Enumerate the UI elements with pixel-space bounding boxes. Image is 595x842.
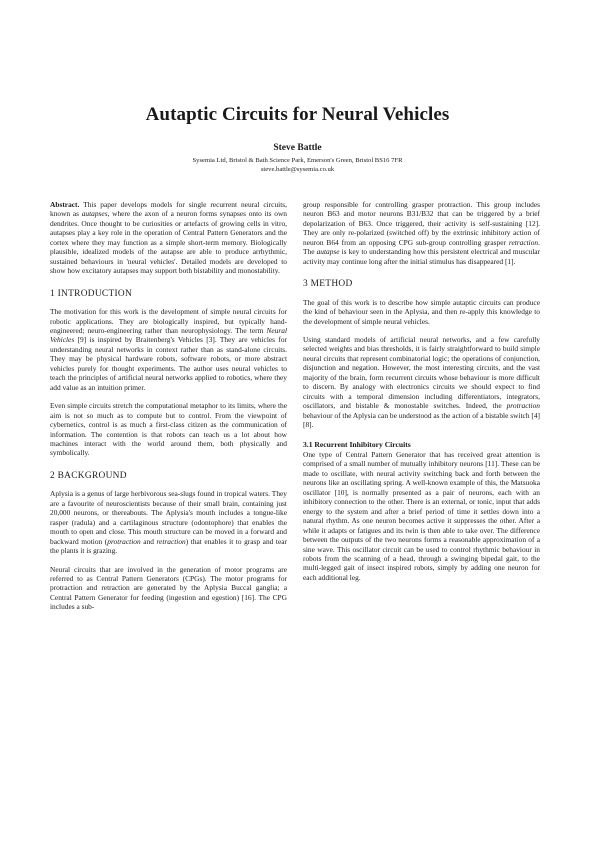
abstract-label: Abstract.	[50, 200, 80, 209]
method-paragraph-2: Using standard models of artificial neural networks, and a few carefully selected weights and bias thresholds, it is fairly straightforward to build simple neural circuits that represent combinatorial logic; the operations of conjunction, disjunction and negation. However, the most interesting circuits, and the vast majority of the brain, form recurrent circuits whose behaviour is more difficult to discern. By analogy with electronics circuits we should expect to find circuits with a temporal dimension including differentiators, integrators, oscillators, and bistable & monostable switches. Indeed, the protraction behaviour of the Aplysia can be understood as the action of a bistable switch [4][8].	[303, 334, 540, 430]
author-email: steve.battle@sysemia.co.uk	[260, 166, 335, 173]
author-name: Steve Battle	[273, 143, 322, 153]
section-heading-method: 3 METHOD	[303, 279, 353, 290]
background-paragraph-1: Aplysia is a genus of large herbivorous sea-slugs found in tropical waters. They are a favourite of neuroscientists because of their small brain, containing just 20,000 neurons, or thereabouts. The Aplysia's mouth includes a tongue-like rasper (radula) and a cartilaginous structure (odontophore) that enables the mouth to open and close. This mouth structure can be moved in a forward and backward motion (protraction and retraction) that enables it to grasp and tear the plants it is grazing.	[50, 489, 287, 556]
intro-paragraph-1: The motivation for this work is the development of simple neural circuits for robotic applications. They are biologically inspired, but typically hand-engineered; neuro-engineering rather than neurophysiology. The term Neural Vehicles [9] is inspired by Braitenberg's Vehicles [3]. They are vehicles for understanding neural networks in context rather than as stand-alone circuits. They may be physical hardware robots, software robots, or more abstract vehicles purely for thought experiments. The author uses neural vehicles to teach the principles of artificial neural networks applied to robotics, where they add value as an intuition primer.	[50, 307, 287, 392]
subsection-heading-recurrent-inhibitory: 3.1 Recurrent Inhibitory Circuits	[303, 439, 411, 449]
method-paragraph-1: The goal of this work is to describe how simple autaptic circuits can produce the kind of behaviour seen in the Aplysia, and then re-apply this knowledge to the development of simple neural vehicles.	[303, 297, 540, 326]
method-paragraph-3: One type of Central Pattern Generator that has received great attention is comprised of a small number of mutually inhibitory neurons [11]. These can be made to oscillate, with neural activity switching back and forth between the neurons like an oscillating spring. A well-known example of this, the Matsuoka oscillator [10], is normally presented as a pair of neurons, each with an inhibitory connection to the other. There is an external, or tonic, input that adds energy to the system and after a brief period of time it settles down into a natural rhythm. As one neuron becomes active it suppresses the other. After a while it adapts or fatigues and its twin is then able to take over. The difference between the outputs of the two neurons forms a reasonable approximation of a sine wave. This oscillator circuit can be used to control rhythmic behaviour in robots from the scanning of a head, through a swinging bipedal gait, to the multi-legged gait of insect inspired robots, simply by adding one neuron for each additional leg.	[303, 449, 540, 582]
background-paragraph-2: Neural circuits that are involved in the generation of motor programs are referred to as Central Pattern Generators (CPGs). The motor programs for protraction and retraction are generated by the Aplysia Buccal ganglia; a Central Pattern Generator for feeding (ingestion and egestion) [16]. The CPG includes a sub-	[50, 564, 287, 612]
author-affiliation-block	[0, 156, 595, 174]
affiliation: Sysemia Ltd, Bristol & Bath Science Park, Emerson's Green, Bristol BS16 7FR	[192, 157, 403, 164]
section-heading-introduction: 1 INTRODUCTION	[50, 288, 133, 299]
section-heading-background: 2 BACKGROUND	[50, 470, 127, 481]
background-paragraph-3: group responsible for controlling grasper protraction. This group includes neuron B63 and motor neurons B31/B32 that can be triggered by a brief depolarization of B63. Once triggered, their activity is self-sustaining [12]. They are only re-polarized (switched off) by the extrinsic inhibitory action of neuron B64 from an opposing CPG sub-group controlling grasper retraction. The autapse is key to understanding how this persistent electrical and muscular activity may continue long after the initial stimulus has disappeared [1].	[303, 200, 540, 266]
left-column	[50, 200, 287, 612]
abstract: Abstract. This paper develops models for single recurrent neural circuits, known as autapses, where the axon of a neuron forms synapses onto its own dendrites. Once thought to be curiosities or artefacts of growing cells in vitro, autapses play a key role in the operation of Central Pattern Generators and the cortex where they may function as a simple short-term memory. Biologically plausible, idealized models of the autapse are able to produce arrhythmic, sustained behaviours in 'neural vehicles'. Detailed models are developed to show how excitatory autapses may support both bistability and monostability.	[50, 200, 287, 276]
right-column	[303, 200, 540, 582]
intro-paragraph-2: Even simple circuits stretch the computational metaphor to its limits, where the aim is not so much as to compute but to control. From the viewpoint of cybernetics, control is as much a first-class citizen as the communication of information. The contention is that robots can teach us a lot about how machines interact with the world around them, both physically and symbolically.	[50, 401, 287, 458]
paper-title: Autaptic Circuits for Neural Vehicles	[145, 104, 450, 125]
